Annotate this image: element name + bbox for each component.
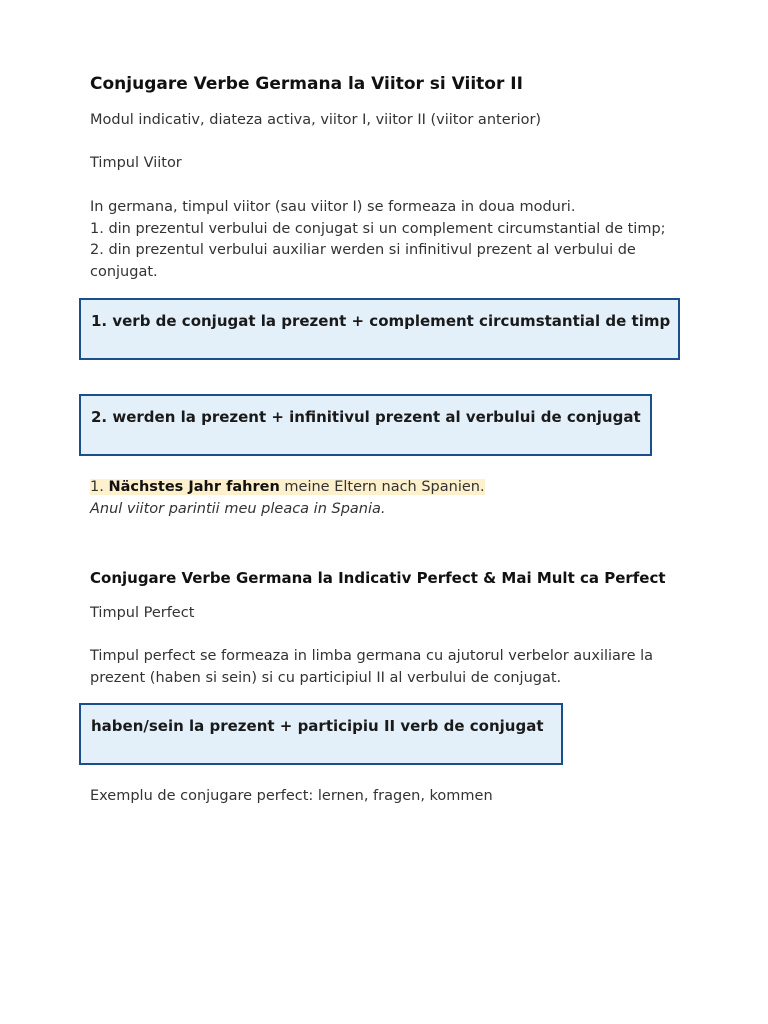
- section-title-perfect: Conjugare Verbe Germana la Indicativ Perfect & Mai Mult ca Perfect: [90, 569, 666, 587]
- example-translation: Anul viitor parintii meu pleaca in Spania.: [90, 500, 386, 517]
- tense-label-perfect: Timpul Perfect: [90, 605, 195, 621]
- intro-line: prezent (haben si sein) si cu participiul II al verbului de conjugat.: [90, 669, 562, 686]
- example-sentence: [90, 477, 485, 499]
- intro-line: 2. din prezentul verbului auxiliar werden si infinitivul prezent al verbului de: [90, 242, 636, 258]
- rule-box-2: [79, 394, 652, 456]
- example-rest: meine Eltern nach Spanien.: [284, 479, 485, 495]
- example-block: [90, 477, 485, 520]
- intro-paragraph-viitor: [90, 197, 666, 283]
- intro-line: 1. din prezentul verbului de conjugat si un complement circumstantial de timp;: [90, 220, 666, 237]
- intro-line: Timpul perfect se formeaza in limba germana cu ajutorul verbelor auxiliare la: [90, 648, 654, 664]
- subtitle-modul-indicativ: Modul indicativ, diateza activa, viitor I, viitor II (viitor anterior): [90, 112, 542, 128]
- rule-box-2-text: 2. werden la prezent + infinitivul prezent al verbului de conjugat: [91, 408, 641, 426]
- intro-line: In germana, timpul viitor (sau viitor I) se formeaza in doua moduri.: [90, 199, 576, 215]
- tense-label-viitor: Timpul Viitor: [90, 155, 182, 171]
- rule-box-1: [79, 298, 680, 360]
- intro-paragraph-perfect: [90, 646, 653, 689]
- rule-box-1-text: 1. verb de conjugat la prezent + complement circumstantial de timp: [91, 312, 671, 330]
- example-conjugation-line: Exemplu de conjugare perfect: lernen, fragen, kommen: [90, 788, 493, 804]
- example-number: 1.: [90, 479, 104, 495]
- section-title-viitor: Conjugare Verbe Germana la Viitor si Viitor II: [90, 74, 523, 94]
- intro-line: conjugat.: [90, 263, 158, 280]
- example-bold-phrase: Nächstes Jahr fahren: [108, 479, 280, 495]
- rule-box-perfect: [79, 703, 563, 765]
- example-highlight: [90, 479, 485, 495]
- rule-box-perfect-text: haben/sein la prezent + participiu II verb de conjugat: [91, 717, 544, 735]
